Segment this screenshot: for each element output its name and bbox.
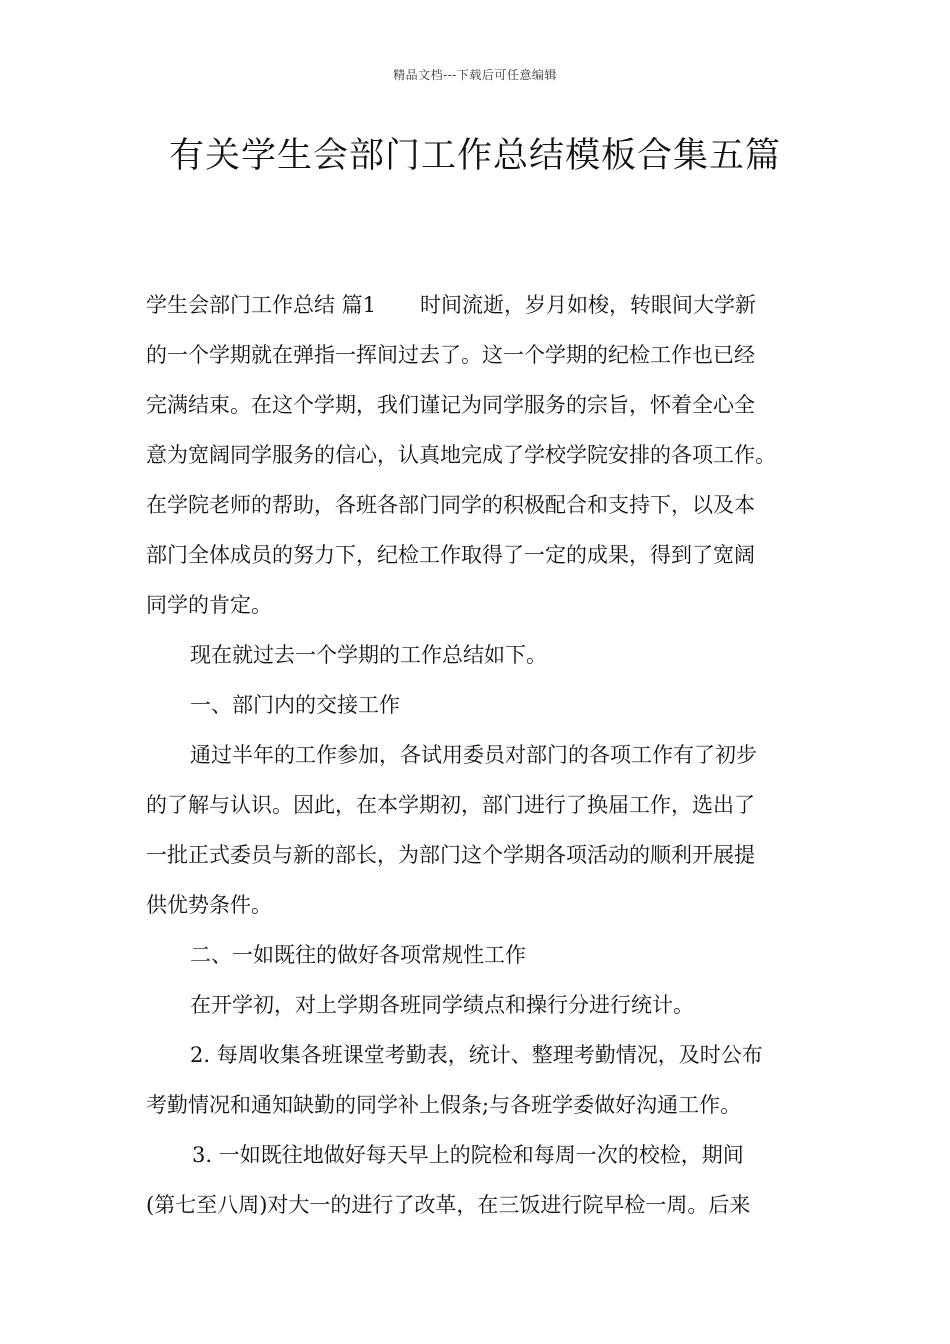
list-item-line: 2. 每周收集各班课堂考勤表，统计、整理考勤情况，及时公布 — [190, 1043, 763, 1067]
paragraph-line: 供优势条件。 — [146, 893, 272, 917]
list-item-line: 3. 一如既往地做好每天早上的院检和每周一次的校检，期间 — [192, 1143, 744, 1167]
paragraph-line: 在开学初，对上学期各班同学绩点和操行分进行统计。 — [190, 993, 694, 1017]
paragraph-line: 同学的肯定。 — [146, 593, 272, 617]
subheading: 一、部门内的交接工作 — [190, 693, 400, 717]
document-body — [146, 280, 814, 1230]
paragraph-line: 在学院老师的帮助，各班各部门同学的积极配合和支持下，以及本 — [146, 493, 755, 517]
paragraph-line: 考勤情况和通知缺勤的同学补上假条;与各班学委做好沟通工作。 — [146, 1093, 742, 1117]
paragraph-line: 部门全体成员的努力下，纪检工作取得了一定的成果，得到了宽阔 — [146, 543, 755, 567]
document-title: 有关学生会部门工作总结模板合集五篇 — [168, 136, 781, 176]
paragraph-line: 的一个学期就在弹指一挥间过去了。这一个学期的纪检工作也已经 — [146, 343, 755, 367]
paragraph-line: (第七至八周)对大一的进行了改革，在三饭进行院早检一周。后来 — [146, 1193, 751, 1217]
paragraph-line: 通过半年的工作参加，各试用委员对部门的各项工作有了初步 — [190, 743, 757, 767]
header-note: 精品文档---下载后可任意编辑 — [393, 68, 557, 82]
paragraph-line: 的了解与认识。因此，在本学期初，部门进行了换届工作，选出了 — [146, 793, 755, 817]
paragraph-line: 意为宽阔同学服务的信心，认真地完成了学校学院安排的各项工作。 — [146, 443, 776, 467]
paragraph-line: 完满结束。在这个学期，我们谨记为同学服务的宗旨，怀着全心全 — [146, 393, 755, 417]
subheading: 二、一如既往的做好各项常规性工作 — [190, 943, 526, 967]
section-heading: 学生会部门工作总结 篇1 — [146, 293, 377, 317]
paragraph-line: 学生会部门工作总结 篇1 时间流逝，岁月如梭，转眼间大学新 — [146, 293, 757, 317]
paragraph-line: 一批正式委员与新的部长，为部门这个学期各项活动的顺利开展提 — [146, 843, 755, 867]
paragraph-line: 现在就过去一个学期的工作总结如下。 — [190, 643, 547, 667]
